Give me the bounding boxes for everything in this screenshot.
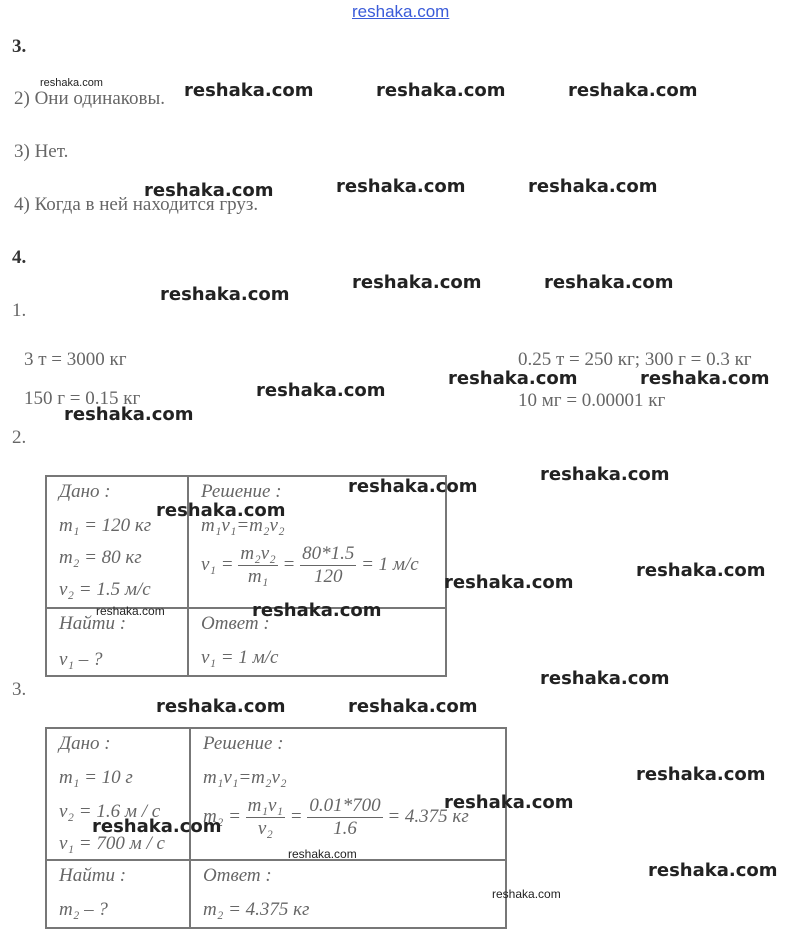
section-4-heading: 4. [12, 247, 27, 268]
section-3-heading: 3. [12, 36, 27, 57]
given-line-3: v₁ = 700 м / с [59, 833, 165, 854]
equation-2 [201, 543, 419, 588]
watermark-small: reshaka.com [96, 604, 165, 618]
equation-2-lhs: v₁ = [201, 553, 234, 575]
subtask-1-label: 1. [12, 300, 27, 321]
watermark: reshaka.com [252, 600, 382, 621]
watermark: reshaka.com [448, 368, 578, 389]
watermark: reshaka.com [256, 380, 386, 401]
site-link[interactable]: reshaka.com [352, 2, 450, 21]
watermark: reshaka.com [336, 176, 466, 197]
answer-cell [190, 860, 506, 928]
watermark: reshaka.com [64, 404, 194, 425]
watermark: reshaka.com [184, 80, 314, 101]
find-title: Найти : [59, 865, 127, 886]
answer-title: Ответ : [201, 613, 270, 634]
fraction-numerator: m₂v₂ [240, 543, 276, 564]
fraction-denominator: v₂ [257, 818, 273, 839]
find-title: Найти : [59, 613, 127, 634]
watermark-small: reshaka.com [492, 887, 561, 901]
watermark: reshaka.com [444, 572, 574, 593]
equals-sign: = [282, 553, 296, 575]
equation-1: m₁v₁=m₂v₂ [203, 767, 287, 788]
watermark: reshaka.com [636, 560, 766, 581]
given-line-1: m₁ = 120 кг [59, 515, 152, 536]
watermark: reshaka.com [352, 272, 482, 293]
find-cell [46, 860, 190, 928]
fraction-numeric [300, 543, 356, 588]
given-line-3: v₂ = 1.5 м/с [59, 579, 151, 600]
given-cell [46, 728, 190, 860]
watermark: reshaka.com [568, 80, 698, 101]
conversion-left-2: 150 г = 0.15 кг [24, 388, 141, 409]
watermark: reshaka.com [144, 180, 274, 201]
watermark: reshaka.com [160, 284, 290, 305]
watermark: reshaka.com [528, 176, 658, 197]
watermark: reshaka.com [636, 764, 766, 785]
find-value: v₁ – ? [59, 649, 103, 670]
fraction-denominator: 120 [313, 566, 343, 587]
equals-sign: = [289, 805, 303, 827]
subtask-3-label: 3. [12, 679, 27, 700]
answer-item-3: 3) Нет. [14, 141, 69, 162]
watermark: reshaka.com [156, 500, 286, 521]
given-title: Дано : [59, 733, 111, 754]
watermark: reshaka.com [348, 696, 478, 717]
find-cell [46, 608, 188, 676]
watermark: reshaka.com [540, 464, 670, 485]
answer-item-4: 4) Когда в ней находится груз. [14, 194, 259, 215]
given-line-1: m₁ = 10 г [59, 767, 133, 788]
watermark: reshaka.com [640, 368, 770, 389]
watermark: reshaka.com [348, 476, 478, 497]
solution-title: Решение : [203, 733, 284, 754]
watermark-small: reshaka.com [40, 77, 103, 89]
conversion-right-2: 10 мг = 0.00001 кг [518, 390, 666, 411]
given-title: Дано : [59, 481, 111, 502]
solution-title: Решение : [201, 481, 282, 502]
given-line-2: m₂ = 80 кг [59, 547, 142, 568]
equation-2 [203, 795, 469, 840]
fraction-numerator: 0.01*700 [309, 795, 381, 816]
equation-1: m₁v₁=m₂v₂ [201, 515, 285, 536]
conversion-left-1: 3 т = 3000 кг [24, 349, 127, 370]
watermark: reshaka.com [92, 816, 222, 837]
fraction-numeric [307, 795, 382, 840]
fraction-symbolic [238, 543, 277, 588]
equation-2-result: = 4.375 кг [387, 805, 469, 827]
fraction-numerator: m₁v₁ [247, 795, 284, 816]
given-line-2: v₂ = 1.6 м / с [59, 801, 161, 822]
equation-2-result: = 1 м/с [361, 553, 419, 575]
fraction-symbolic [246, 795, 285, 840]
watermark: reshaka.com [540, 668, 670, 689]
watermark: reshaka.com [156, 696, 286, 717]
answer-title: Ответ : [203, 865, 272, 886]
fraction-denominator: 1.6 [333, 818, 357, 839]
answer-value: m₂ = 4.375 кг [203, 899, 310, 920]
conversion-right-1: 0.25 т = 250 кг; 300 г = 0.3 кг [518, 349, 752, 370]
watermark: reshaka.com [444, 792, 574, 813]
watermark: reshaka.com [376, 80, 506, 101]
answer-item-2: 2) Они одинаковы. [14, 88, 166, 109]
equation-2-lhs: m₂ = [203, 805, 241, 827]
watermark: reshaka.com [648, 860, 778, 881]
subtask-2-label: 2. [12, 427, 27, 448]
answer-value: v₁ = 1 м/с [201, 647, 279, 668]
fraction-numerator: 80*1.5 [302, 543, 355, 564]
find-value: m₂ – ? [59, 899, 108, 920]
given-cell [46, 476, 188, 608]
fraction-denominator: m₁ [247, 566, 269, 587]
watermark: reshaka.com [544, 272, 674, 293]
watermark-small: reshaka.com [288, 847, 357, 861]
